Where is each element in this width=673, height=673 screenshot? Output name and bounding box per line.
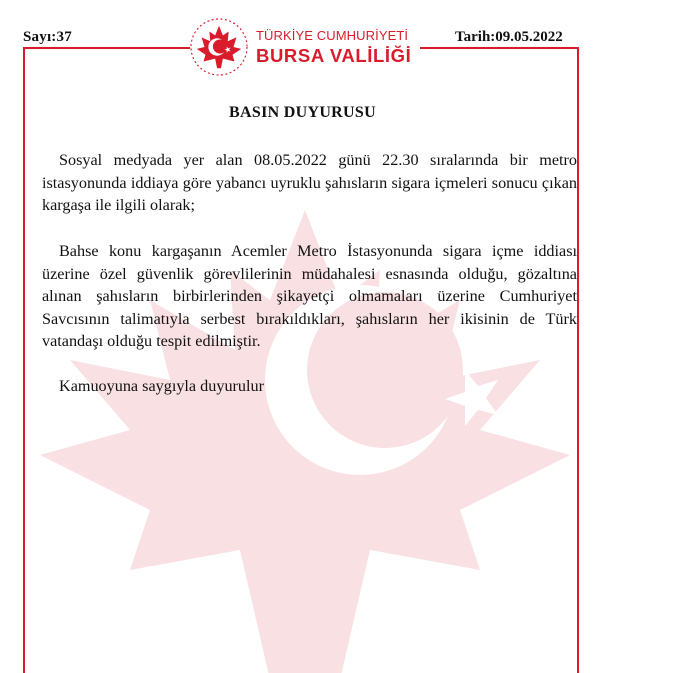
paragraph-1: Sosyal medyada yer alan 08.05.2022 günü 22.30 sıralarında bir metro istasyonunda iddiaya göre yabancı uyruklu şahısların sigara içmeleri sonucu çıkan kargaşa ile ilgili olarak; (42, 151, 577, 214)
paragraph-2: Bahse konu kargaşanın Acemler Metro İstasyonunda sigara içme iddiası üzerine özel güvenlik görevlilerinin müdahalesi esnasında olduğu, gözaltına alınan şahısların birbirlerinden şikayetçi olmamaları üzerine Cumhuriyet Savcısının talimatıyla serbest bırakıldıkları, şahısların her ikisinin de Türk vatandaşı olduğu tespit edilmiştir. (42, 242, 577, 350)
institution-name-line2: BURSA VALİLİĞİ (256, 44, 412, 66)
crescent-star-emblem-icon (190, 18, 248, 76)
closing-line: Kamuoyuna saygıyla duyurulur (59, 377, 264, 395)
document-number: Sayı:37 (23, 29, 72, 45)
document-title: BASIN DUYURUSU (229, 104, 376, 121)
document-date: Tarih:09.05.2022 (455, 29, 563, 45)
institution-name-line1: TÜRKİYE CUMHURİYETİ (256, 27, 409, 43)
institution-logo (190, 16, 420, 78)
